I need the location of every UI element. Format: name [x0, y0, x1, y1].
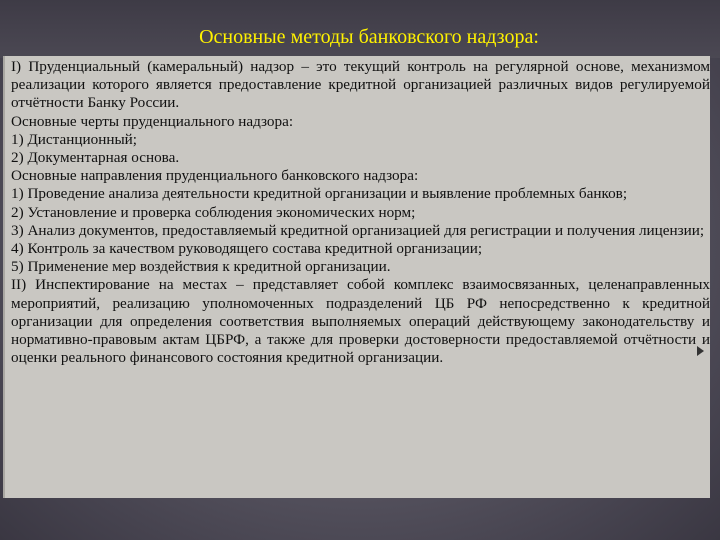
content-text — [11, 58, 710, 367]
paragraph-onsite-inspection: II) Инспектирование на местах – представляет собой комплекс взаимосвязанных, целенаправленных мероприятий, реализацию уполномоченных подразделений ЦБ РФ непосредственно к кредитной организации для определения соответствия выполняемых операций действующему законодательству и нормативно-правовым актам ЦБРФ, а также для проверки достоверности предоставляемой отчётности и оценки реального финансового состояния кредитной организации. — [11, 276, 710, 367]
paragraph-prudential-definition: I) Пруденциальный (камеральный) надзор – это текущий контроль на регулярной основе, механизмом реализации которого является предоставление кредитной организацией различных видов регулируемой отчётности Банку России. — [11, 58, 710, 112]
paragraph-direction-documents: 3) Анализ документов, предоставляемый кредитной организацией для регистрации и получения лицензии; — [11, 221, 705, 239]
paragraph-direction-norms: 2) Установление и проверка соблюдения экономических норм; — [11, 203, 416, 221]
paragraph-direction-measures: 5) Применение мер воздействия к кредитной организации. — [11, 258, 391, 276]
paragraph-direction-analysis: 1) Проведение анализа деятельности кредитной организации и выявление проблемных банков; — [11, 185, 628, 203]
slide-title: Основные методы банковского надзора: — [199, 26, 539, 48]
right-arrow-icon — [697, 346, 704, 356]
paragraph-directions-heading: Основные направления пруденциального банковского надзора: — [11, 167, 419, 185]
content-panel — [3, 56, 710, 498]
paragraph-direction-management: 4) Контроль за качеством руководящего состава кредитной организации; — [11, 240, 483, 258]
paragraph-main-features-heading: Основные черты пруденциального надзора: — [11, 112, 294, 130]
paragraph-feature-remote: 1) Дистанционный; — [11, 130, 138, 148]
paragraph-feature-documentary: 2) Документарная основа. — [11, 149, 180, 167]
